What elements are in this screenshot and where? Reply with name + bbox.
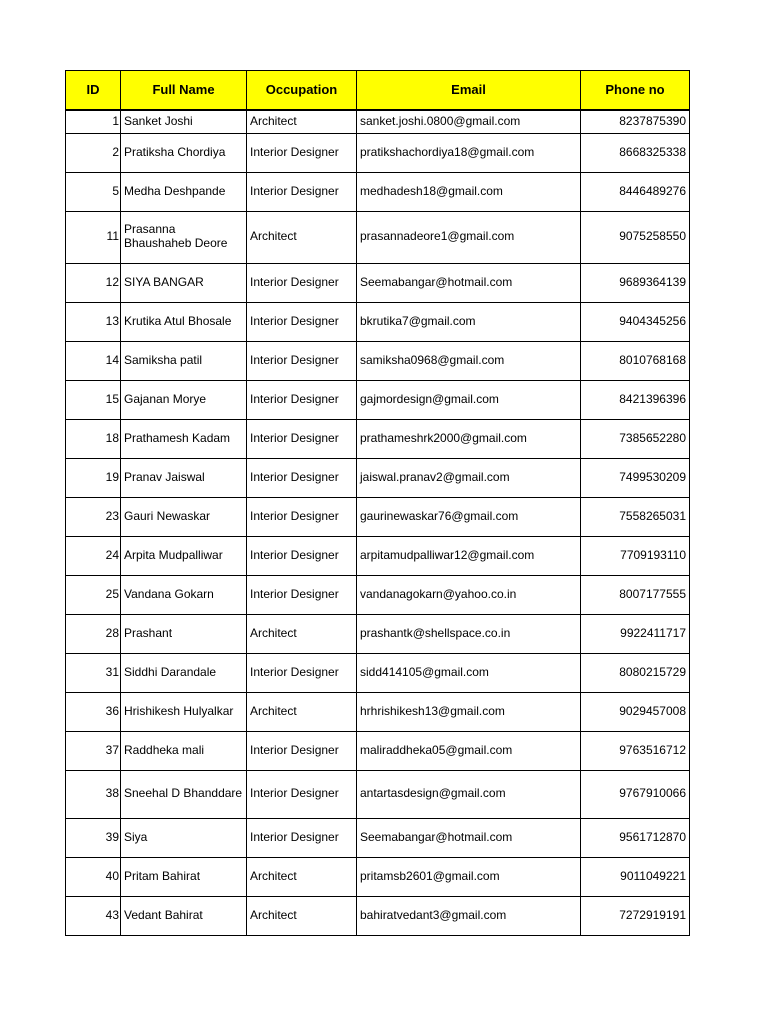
cell-full-name: Pratiksha Chordiya bbox=[121, 133, 247, 172]
table-row bbox=[66, 341, 690, 380]
table-row bbox=[66, 536, 690, 575]
cell-id: 28 bbox=[66, 614, 121, 653]
cell-full-name: Siya bbox=[121, 818, 247, 857]
table-row bbox=[66, 380, 690, 419]
table-row bbox=[66, 302, 690, 341]
cell-full-name: Prathamesh Kadam bbox=[121, 419, 247, 458]
cell-occupation: Interior Designer bbox=[247, 731, 357, 770]
cell-email: prasannadeore1@gmail.com bbox=[357, 211, 581, 263]
cell-email: samiksha0968@gmail.com bbox=[357, 341, 581, 380]
cell-id: 36 bbox=[66, 692, 121, 731]
table-row bbox=[66, 458, 690, 497]
cell-phone: 9029457008 bbox=[581, 692, 690, 731]
contacts-table bbox=[65, 70, 690, 936]
cell-phone: 8421396396 bbox=[581, 380, 690, 419]
header-occupation: Occupation bbox=[247, 71, 357, 111]
table-row bbox=[66, 731, 690, 770]
cell-id: 38 bbox=[66, 770, 121, 818]
cell-occupation: Architect bbox=[247, 211, 357, 263]
cell-id: 25 bbox=[66, 575, 121, 614]
cell-email: medhadesh18@gmail.com bbox=[357, 172, 581, 211]
cell-occupation: Interior Designer bbox=[247, 653, 357, 692]
table-row bbox=[66, 419, 690, 458]
cell-phone: 7709193110 bbox=[581, 536, 690, 575]
cell-phone: 8446489276 bbox=[581, 172, 690, 211]
table-row bbox=[66, 110, 690, 133]
table-row bbox=[66, 614, 690, 653]
cell-occupation: Architect bbox=[247, 896, 357, 935]
cell-occupation: Interior Designer bbox=[247, 172, 357, 211]
cell-full-name: Raddheka mali bbox=[121, 731, 247, 770]
cell-full-name: SIYA BANGAR bbox=[121, 263, 247, 302]
cell-phone: 9561712870 bbox=[581, 818, 690, 857]
cell-id: 39 bbox=[66, 818, 121, 857]
cell-id: 23 bbox=[66, 497, 121, 536]
table-row bbox=[66, 497, 690, 536]
table-row bbox=[66, 653, 690, 692]
cell-id: 40 bbox=[66, 857, 121, 896]
cell-full-name: Arpita Mudpalliwar bbox=[121, 536, 247, 575]
cell-id: 37 bbox=[66, 731, 121, 770]
table-row bbox=[66, 211, 690, 263]
cell-id: 5 bbox=[66, 172, 121, 211]
cell-email: gajmordesign@gmail.com bbox=[357, 380, 581, 419]
cell-email: Seemabangar@hotmail.com bbox=[357, 263, 581, 302]
cell-email: gaurinewaskar76@gmail.com bbox=[357, 497, 581, 536]
cell-phone: 7499530209 bbox=[581, 458, 690, 497]
cell-occupation: Architect bbox=[247, 110, 357, 133]
table-row bbox=[66, 263, 690, 302]
cell-occupation: Interior Designer bbox=[247, 575, 357, 614]
cell-id: 2 bbox=[66, 133, 121, 172]
cell-phone: 7558265031 bbox=[581, 497, 690, 536]
cell-email: prashantk@shellspace.co.in bbox=[357, 614, 581, 653]
cell-id: 18 bbox=[66, 419, 121, 458]
cell-phone: 9763516712 bbox=[581, 731, 690, 770]
cell-phone: 9922411717 bbox=[581, 614, 690, 653]
header-row bbox=[66, 71, 690, 111]
cell-phone: 9011049221 bbox=[581, 857, 690, 896]
table-row bbox=[66, 172, 690, 211]
cell-email: sidd414105@gmail.com bbox=[357, 653, 581, 692]
cell-phone: 9767910066 bbox=[581, 770, 690, 818]
cell-occupation: Interior Designer bbox=[247, 818, 357, 857]
cell-phone: 9404345256 bbox=[581, 302, 690, 341]
cell-email: maliraddheka05@gmail.com bbox=[357, 731, 581, 770]
cell-email: bahiratvedant3@gmail.com bbox=[357, 896, 581, 935]
cell-occupation: Interior Designer bbox=[247, 263, 357, 302]
cell-phone: 8668325338 bbox=[581, 133, 690, 172]
table-row bbox=[66, 770, 690, 818]
cell-full-name: Vandana Gokarn bbox=[121, 575, 247, 614]
cell-occupation: Interior Designer bbox=[247, 458, 357, 497]
cell-full-name: Medha Deshpande bbox=[121, 172, 247, 211]
cell-occupation: Architect bbox=[247, 857, 357, 896]
table-row bbox=[66, 692, 690, 731]
cell-phone: 7272919191 bbox=[581, 896, 690, 935]
cell-id: 24 bbox=[66, 536, 121, 575]
table-body bbox=[66, 110, 690, 935]
cell-phone: 9689364139 bbox=[581, 263, 690, 302]
cell-full-name: Hrishikesh Hulyalkar bbox=[121, 692, 247, 731]
cell-occupation: Interior Designer bbox=[247, 341, 357, 380]
cell-id: 43 bbox=[66, 896, 121, 935]
cell-id: 19 bbox=[66, 458, 121, 497]
cell-phone: 8237875390 bbox=[581, 110, 690, 133]
table-row bbox=[66, 896, 690, 935]
cell-phone: 9075258550 bbox=[581, 211, 690, 263]
cell-full-name: Gajanan Morye bbox=[121, 380, 247, 419]
cell-id: 13 bbox=[66, 302, 121, 341]
table-row bbox=[66, 818, 690, 857]
cell-occupation: Interior Designer bbox=[247, 302, 357, 341]
table-row bbox=[66, 857, 690, 896]
header-id: ID bbox=[66, 71, 121, 111]
cell-occupation: Interior Designer bbox=[247, 536, 357, 575]
cell-id: 12 bbox=[66, 263, 121, 302]
cell-full-name: Gauri Newaskar bbox=[121, 497, 247, 536]
cell-id: 1 bbox=[66, 110, 121, 133]
cell-email: hrhrishikesh13@gmail.com bbox=[357, 692, 581, 731]
header-phone: Phone no bbox=[581, 71, 690, 111]
cell-occupation: Interior Designer bbox=[247, 497, 357, 536]
cell-full-name: Siddhi Darandale bbox=[121, 653, 247, 692]
cell-id: 11 bbox=[66, 211, 121, 263]
cell-email: jaiswal.pranav2@gmail.com bbox=[357, 458, 581, 497]
cell-occupation: Interior Designer bbox=[247, 770, 357, 818]
cell-full-name: Pranav Jaiswal bbox=[121, 458, 247, 497]
cell-occupation: Architect bbox=[247, 614, 357, 653]
cell-full-name: Pritam Bahirat bbox=[121, 857, 247, 896]
cell-full-name: Vedant Bahirat bbox=[121, 896, 247, 935]
header-full-name: Full Name bbox=[121, 71, 247, 111]
cell-email: vandanagokarn@yahoo.co.in bbox=[357, 575, 581, 614]
cell-email: arpitamudpalliwar12@gmail.com bbox=[357, 536, 581, 575]
table-header bbox=[66, 71, 690, 111]
cell-phone: 8010768168 bbox=[581, 341, 690, 380]
cell-occupation: Interior Designer bbox=[247, 419, 357, 458]
cell-id: 14 bbox=[66, 341, 121, 380]
cell-id: 15 bbox=[66, 380, 121, 419]
cell-email: Seemabangar@hotmail.com bbox=[357, 818, 581, 857]
table-row bbox=[66, 133, 690, 172]
cell-email: antartasdesign@gmail.com bbox=[357, 770, 581, 818]
cell-id: 31 bbox=[66, 653, 121, 692]
table-row bbox=[66, 575, 690, 614]
cell-full-name: Prashant bbox=[121, 614, 247, 653]
cell-full-name: Prasanna Bhaushaheb Deore bbox=[121, 211, 247, 263]
cell-email: prathameshrk2000@gmail.com bbox=[357, 419, 581, 458]
cell-email: sanket.joshi.0800@gmail.com bbox=[357, 110, 581, 133]
cell-email: pritamsb2601@gmail.com bbox=[357, 857, 581, 896]
cell-phone: 8080215729 bbox=[581, 653, 690, 692]
cell-occupation: Architect bbox=[247, 692, 357, 731]
cell-phone: 7385652280 bbox=[581, 419, 690, 458]
cell-full-name: Sanket Joshi bbox=[121, 110, 247, 133]
cell-occupation: Interior Designer bbox=[247, 133, 357, 172]
cell-full-name: Samiksha patil bbox=[121, 341, 247, 380]
cell-email: pratikshachordiya18@gmail.com bbox=[357, 133, 581, 172]
cell-occupation: Interior Designer bbox=[247, 380, 357, 419]
cell-phone: 8007177555 bbox=[581, 575, 690, 614]
cell-full-name: Krutika Atul Bhosale bbox=[121, 302, 247, 341]
cell-email: bkrutika7@gmail.com bbox=[357, 302, 581, 341]
cell-full-name: Sneehal D Bhanddare bbox=[121, 770, 247, 818]
header-email: Email bbox=[357, 71, 581, 111]
